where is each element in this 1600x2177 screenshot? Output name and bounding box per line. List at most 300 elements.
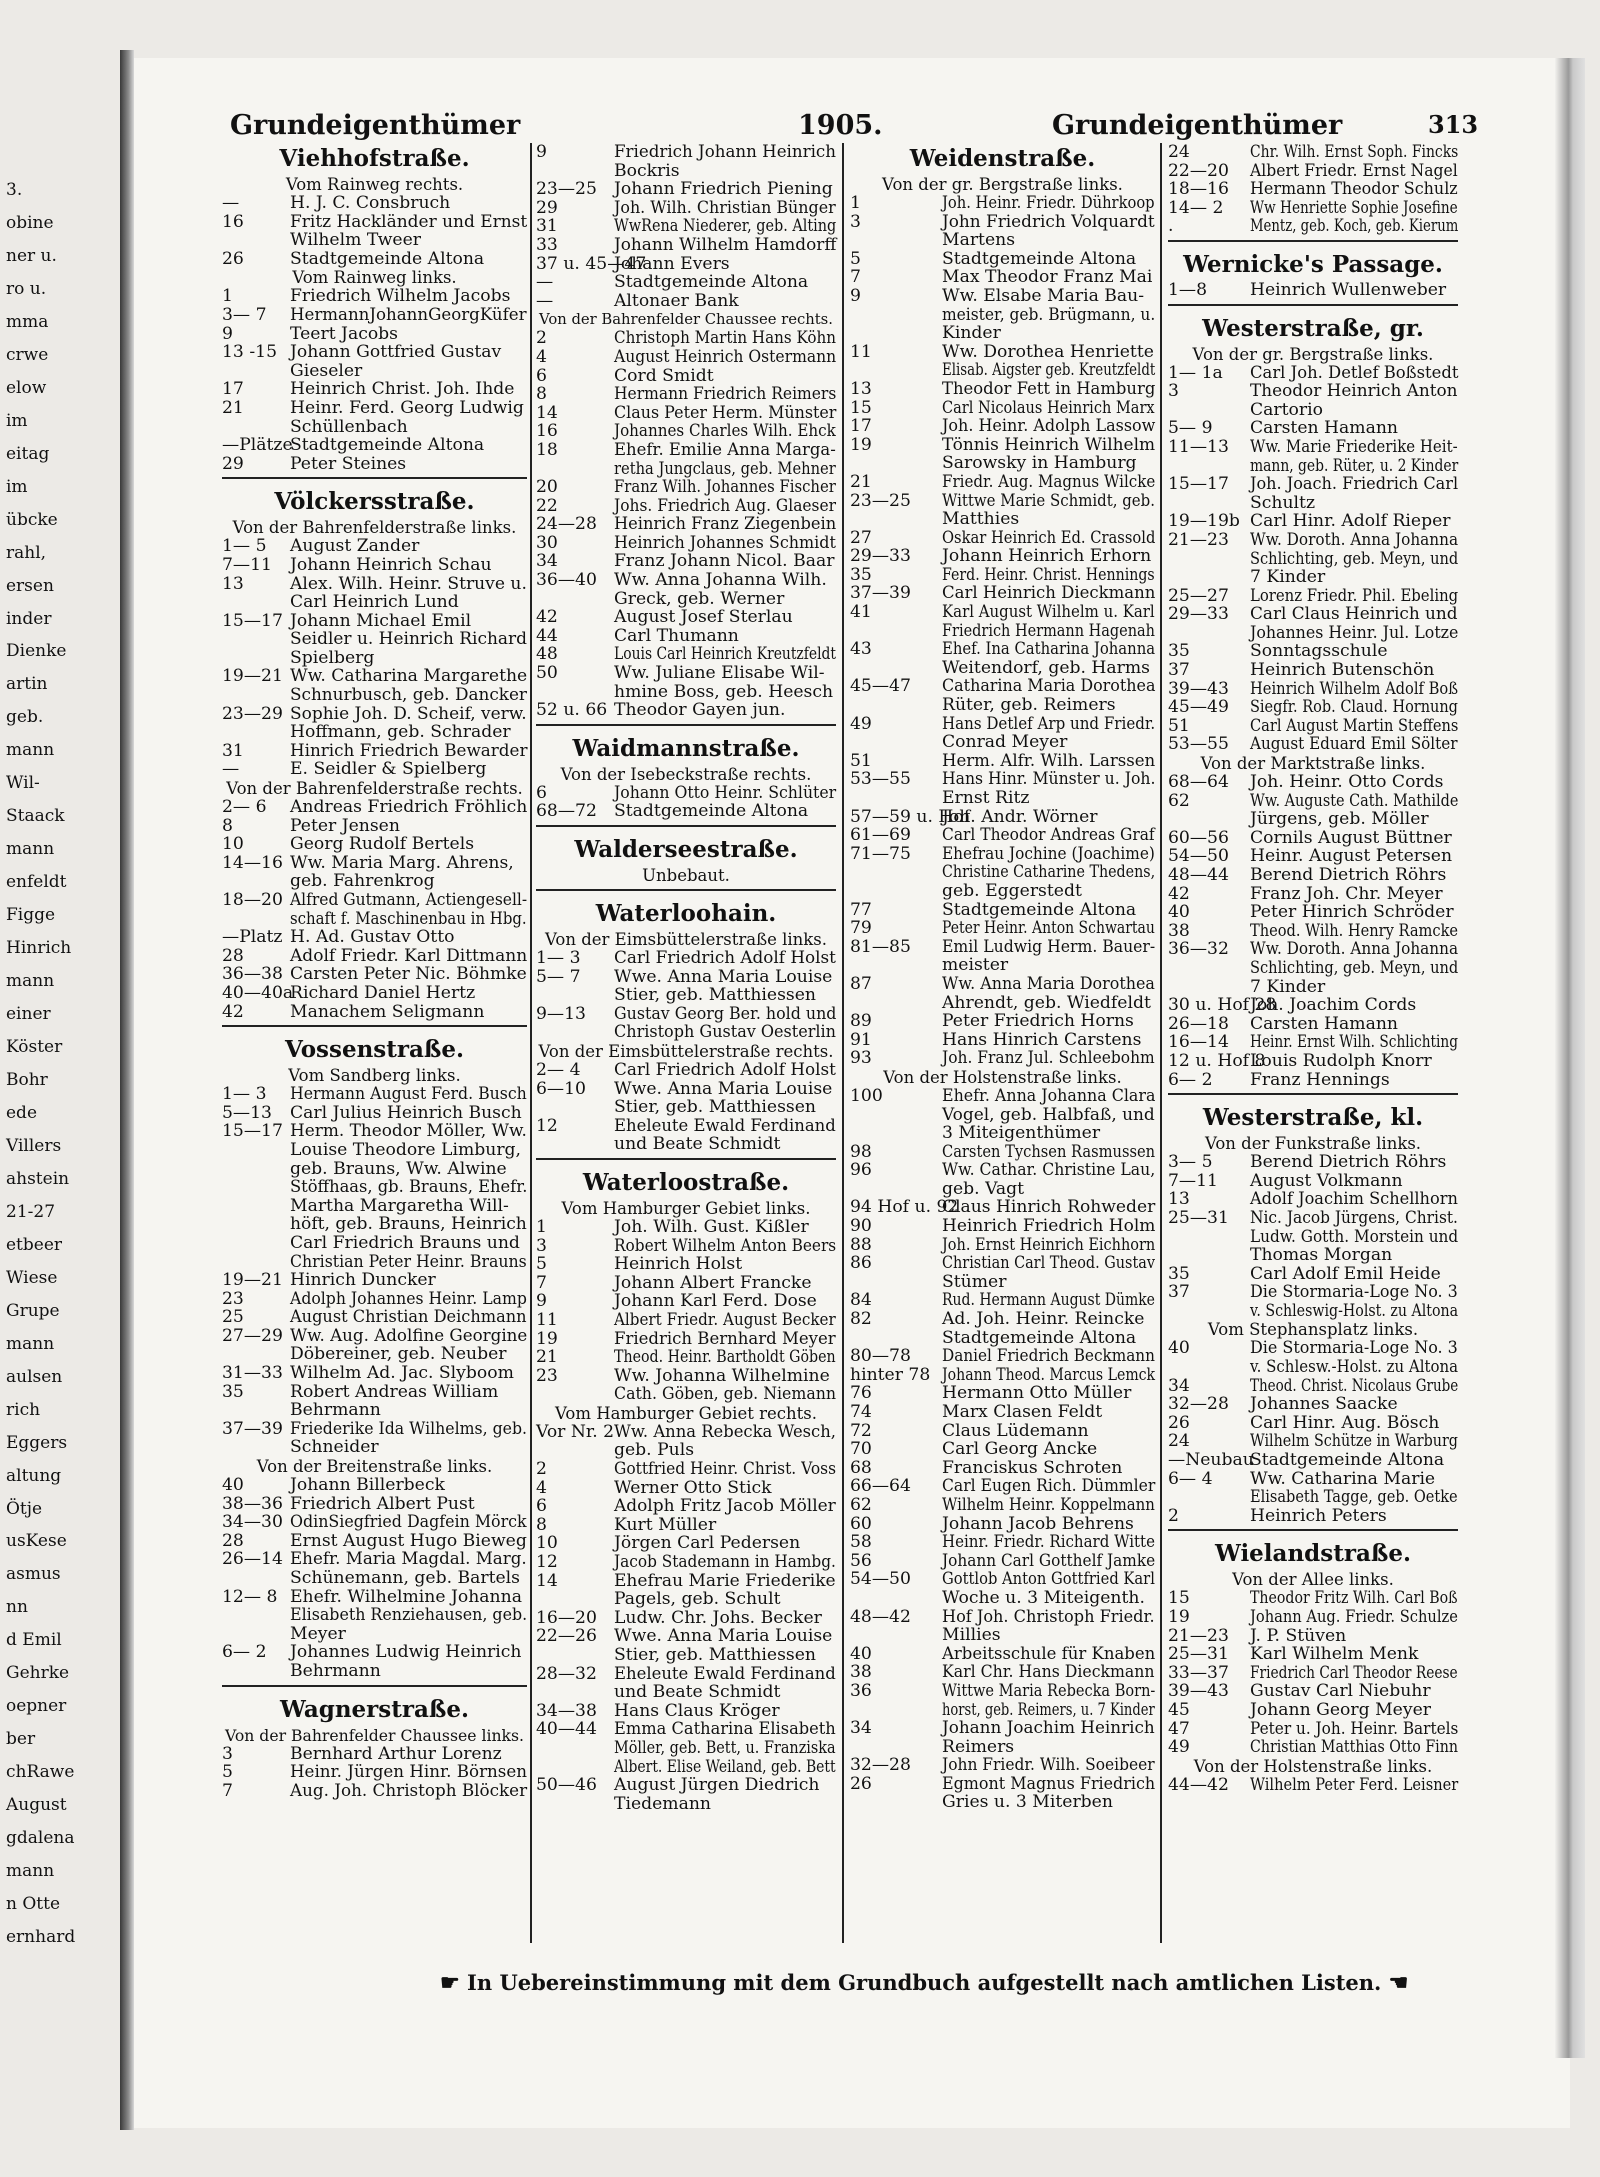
owner-entry	[850, 659, 1155, 678]
house-number: 3— 7	[222, 304, 267, 325]
owner-name: Stadtgemeinde Altona	[942, 1327, 1137, 1348]
owner-name: Ww. Aug. Adolfine Georgine	[290, 1325, 528, 1346]
owner-name: Stadtgemeinde Altona	[290, 248, 485, 269]
margin-fragment: Grupe	[6, 1300, 60, 1321]
owner-entry	[222, 649, 527, 668]
owner-entry	[850, 287, 1155, 306]
section-rule	[536, 889, 836, 898]
owner-name: Heinrich Holst	[614, 1254, 743, 1275]
house-number: 1	[850, 193, 861, 213]
header-year: 1905.	[798, 110, 883, 141]
direction-line: Vom Rainweg links.	[292, 268, 457, 288]
house-number: 84	[850, 1290, 872, 1311]
house-number: 62	[850, 1494, 872, 1515]
house-number: 7—11	[222, 554, 272, 575]
owner-name: Teert Jacobs	[290, 323, 398, 344]
owner-entry	[1168, 903, 1458, 922]
owner-name: Louis Carl Heinrich Kreutzfeldt	[614, 644, 836, 665]
owner-entry	[1168, 1682, 1458, 1701]
owner-name: Siegfr. Rob. Claud. Hornung	[1250, 697, 1458, 718]
direction-line: Von der Breitenstraße links.	[256, 1457, 493, 1477]
owner-entry	[850, 622, 1155, 641]
owner-name: H. Ad. Gustav Otto	[290, 927, 455, 948]
house-number: 19	[1168, 1607, 1190, 1627]
owner-entry	[1168, 1190, 1458, 1209]
house-number: 21—23	[1168, 529, 1229, 550]
house-number: 6	[536, 782, 547, 803]
owner-entry	[850, 584, 1155, 603]
house-number: 26—14	[222, 1549, 283, 1570]
owner-entry	[222, 287, 527, 306]
direction-line: Von der gr. Bergstraße links.	[1192, 344, 1434, 364]
owner-entry	[850, 1663, 1155, 1682]
house-number: 21	[222, 397, 244, 418]
owner-entry	[222, 612, 527, 631]
owner-name: Albert Friedr. August Becker	[614, 1309, 836, 1330]
owner-entry	[536, 497, 836, 516]
owner-entry	[850, 1012, 1155, 1031]
owner-name: Alfred Gutmann, Actiengesell-	[290, 890, 528, 910]
owner-entry	[222, 1513, 527, 1532]
owner-entry	[1168, 1627, 1458, 1646]
owner-name: Schlichting, geb. Meyn, und	[1250, 548, 1459, 569]
house-number: 2	[1168, 1505, 1179, 1526]
owner-entry	[1168, 1302, 1458, 1321]
section-rule	[1168, 1529, 1458, 1538]
owner-name: August Heinrich Ostermann	[614, 346, 837, 367]
owner-name: Johann Jacob Behrens	[942, 1513, 1134, 1534]
owner-name: Carl Georg Ancke	[942, 1439, 1098, 1460]
house-number: 98	[850, 1141, 872, 1162]
owner-entry	[222, 1438, 527, 1457]
owner-entry	[850, 1347, 1155, 1366]
owner-name: Johs. Friedrich Aug. Glaeser	[614, 495, 837, 516]
house-number: 37 u. 45—47	[536, 253, 647, 274]
house-number: 23—25	[536, 179, 597, 200]
owner-name: Friedrich Hermann Hagenah	[942, 620, 1156, 641]
owner-name: Louise Theodore Limburg,	[290, 1139, 521, 1160]
house-number: hinter 78	[850, 1364, 931, 1385]
owner-entry	[1168, 568, 1458, 587]
owner-name: Claus Hinrich Rohweder	[942, 1197, 1156, 1218]
owner-name: Ww. Johanna Wilhelmine	[614, 1365, 830, 1386]
owner-entry	[1168, 1228, 1458, 1247]
margin-fragment: mann	[6, 1333, 55, 1354]
house-number: .	[1168, 216, 1174, 237]
owner-entry	[850, 733, 1155, 752]
owner-name: Wilhelm Peter Ferd. Leisner	[1250, 1774, 1459, 1795]
owner-entry	[536, 1516, 836, 1535]
owner-entry	[222, 1104, 527, 1123]
house-number: 81—85	[850, 936, 911, 957]
house-number: 8	[536, 384, 547, 405]
owner-entry	[1168, 978, 1458, 997]
owner-entry	[536, 1739, 836, 1758]
owner-entry	[850, 1087, 1155, 1106]
owner-name: Heinrich Butenschön	[1250, 660, 1435, 681]
owner-entry	[536, 1292, 836, 1311]
house-number: 76	[850, 1383, 872, 1404]
owner-entry	[222, 1569, 527, 1588]
house-number: 3	[222, 1743, 233, 1764]
owner-entry	[1168, 401, 1458, 420]
owner-name: Manachem Seligmann	[290, 1001, 485, 1022]
owner-entry	[536, 367, 836, 386]
owner-name: Matthies	[942, 509, 1020, 530]
direction-line: Von der Eimsbüttelerstraße rechts.	[538, 1041, 834, 1061]
section-rule	[222, 477, 527, 486]
house-number: 54—50	[850, 1569, 911, 1590]
owner-name: Aug. Joh. Christoph Blöcker	[290, 1780, 528, 1801]
owner-entry	[1168, 281, 1458, 300]
house-number: 13	[222, 573, 244, 594]
owner-name: Hans Detlef Arp und Friedr.	[942, 713, 1156, 734]
street-heading: Westerstraße, kl.	[1202, 1104, 1424, 1132]
margin-fragment: 3.	[6, 180, 23, 200]
owner-name: August Christian Deichmann	[290, 1307, 527, 1328]
owner-name: Wittwe Maria Rebecka Born-	[942, 1680, 1156, 1701]
house-number: 38	[850, 1662, 872, 1683]
house-number: 3	[1168, 381, 1179, 402]
owner-name: Werner Otto Stick	[614, 1477, 772, 1498]
owner-name: Christoph Gustav Oesterlin	[614, 1022, 836, 1043]
owner-entry	[536, 255, 836, 274]
house-number: 29	[536, 197, 558, 218]
house-number: 1	[536, 1216, 547, 1237]
owner-name: Schultz	[1250, 492, 1315, 513]
house-number: 19—21	[222, 1270, 283, 1291]
owner-name: Elisabeth Renziehausen, geb.	[290, 1605, 528, 1626]
owner-name: Carsten Hamann	[1250, 1013, 1398, 1034]
margin-fragment: ersen	[6, 575, 54, 596]
house-number: —	[536, 290, 554, 311]
owner-entry	[536, 1497, 836, 1516]
direction-line: Von der Funkstraße links.	[1204, 1134, 1422, 1154]
book-gutter	[120, 50, 134, 2130]
owner-name: hmine Boss, geb. Heesch	[614, 681, 834, 702]
owner-entry	[850, 1552, 1155, 1571]
owner-entry	[850, 306, 1155, 325]
owner-entry	[536, 784, 836, 803]
margin-fragment: nn	[6, 1597, 28, 1618]
owner-name: John Friedrich Volquardt	[942, 211, 1155, 232]
house-number: 3	[536, 1235, 547, 1256]
owner-name: Heinrich Johannes Schmidt	[614, 532, 836, 553]
house-number: 37	[1168, 660, 1190, 681]
owner-name: Johann Billerbeck	[290, 1475, 445, 1496]
owner-entry	[1168, 829, 1458, 848]
owner-entry	[1168, 642, 1458, 661]
owner-name: Ehefr. Maria Magdal. Marg.	[290, 1549, 527, 1570]
house-number: 42	[536, 607, 558, 628]
house-number: 52 u. 66	[536, 700, 608, 721]
owner-entry	[536, 949, 836, 968]
house-number: 6	[536, 365, 547, 386]
owner-name: geb. Brauns, Ww. Alwine	[290, 1158, 507, 1179]
margin-fragment: chRawe	[6, 1762, 75, 1783]
owner-entry	[222, 1364, 527, 1383]
house-number: 15—17	[222, 1121, 283, 1142]
house-number: 35	[850, 564, 872, 585]
owner-name: Heinr. Friedr. Richard Witte	[942, 1532, 1155, 1553]
owner-entry	[222, 705, 527, 724]
house-number: 32—28	[1168, 1394, 1229, 1415]
house-number: 87	[850, 973, 872, 994]
owner-name: Woche u. 3 Miteigenth.	[942, 1587, 1145, 1608]
owner-entry	[850, 1477, 1155, 1496]
house-number: 37—39	[222, 1418, 283, 1439]
owner-entry	[1168, 1488, 1458, 1507]
owner-entry	[1168, 199, 1458, 218]
owner-name: Johann Heinrich Erhorn	[942, 546, 1152, 567]
owner-entry	[850, 529, 1155, 548]
owner-entry	[222, 1588, 527, 1607]
house-number: 79	[850, 918, 872, 939]
owner-name: 7 Kinder	[1250, 567, 1326, 588]
owner-entry	[222, 1495, 527, 1514]
house-number: 12 u. Hof 8	[1168, 1050, 1266, 1071]
owner-name: Behrmann	[290, 1400, 381, 1421]
owner-entry	[850, 1403, 1155, 1422]
house-number: 96	[850, 1160, 872, 1181]
owner-entry	[222, 1327, 527, 1346]
section-rule	[1168, 1093, 1458, 1102]
owner-name: Wilhelm Schütze in Warburg	[1250, 1431, 1458, 1452]
owner-entry	[536, 199, 836, 218]
owner-entry	[536, 1005, 836, 1024]
margin-fragment: mma	[6, 311, 49, 332]
owner-name: Adolf Friedr. Karl Dittmann	[290, 945, 528, 966]
owner-name: Conrad Meyer	[942, 732, 1068, 753]
owner-entry	[850, 473, 1155, 492]
house-number: 15—17	[1168, 474, 1229, 495]
margin-fragment: ro u.	[6, 278, 47, 299]
owner-name: Friedrich Carl Theodor Reese	[1250, 1662, 1458, 1683]
owner-entry	[850, 603, 1155, 622]
owner-name: Friedr. Aug. Magnus Wilcke	[942, 471, 1156, 492]
house-number: 45—49	[1168, 697, 1229, 718]
owner-name: Seidler u. Heinrich Richard	[290, 629, 527, 650]
owner-name: Meyer	[290, 1623, 346, 1644]
owner-entry	[1168, 162, 1458, 181]
owner-name: Heinrich Christ. Joh. Ihde	[290, 379, 515, 400]
owner-name: Theod. Heinr. Bartholdt Göben	[614, 1347, 836, 1368]
margin-fragment: enfeldt	[6, 872, 67, 893]
owner-name: Schneider	[290, 1437, 379, 1458]
owner-entry	[536, 1135, 836, 1154]
owner-entry	[222, 325, 527, 344]
owner-entry	[222, 742, 527, 761]
owner-name: Hans Claus Kröger	[614, 1700, 780, 1721]
footer-text: In Uebereinstimmung mit dem Grundbuch aufgestellt nach amtlichen Listen.	[467, 1970, 1382, 1995]
margin-fragment: Staack	[6, 806, 65, 827]
owner-name: geb. Vagt	[942, 1178, 1025, 1199]
owner-name: Carl Claus Heinrich und	[1250, 604, 1458, 625]
owner-entry	[1168, 531, 1458, 550]
owner-name: Schüllenbach	[290, 416, 408, 437]
house-number: 33	[536, 234, 558, 255]
owner-name: Nic. Jacob Jürgens, Christ.	[1250, 1207, 1458, 1228]
house-number: 7	[222, 1780, 233, 1801]
owner-name: Millies	[942, 1625, 1001, 1646]
owner-name: Ehefr. Anna Johanna Clara	[942, 1085, 1156, 1106]
owner-name: Peter Friedrich Horns	[942, 1011, 1134, 1032]
house-number: 6—10	[536, 1078, 586, 1099]
owner-entry	[1168, 550, 1458, 569]
owner-name: Cartorio	[1250, 399, 1323, 420]
owner-entry	[222, 455, 527, 474]
street-heading: Walderseestraße.	[574, 836, 798, 863]
owner-name: Ww. Doroth. Anna Johanna	[1250, 529, 1459, 550]
house-number: 35	[222, 1381, 244, 1402]
owner-name: geb. Eggerstedt	[942, 880, 1082, 901]
house-number: 15	[1168, 1588, 1190, 1609]
owner-entry	[850, 1775, 1155, 1794]
house-number: 9	[222, 323, 233, 344]
margin-fragment: Wiese	[6, 1267, 58, 1288]
owner-entry	[1168, 587, 1458, 606]
owner-name: Heinr. Jürgen Hinr. Börnsen	[290, 1762, 527, 1783]
owner-entry	[536, 1367, 836, 1386]
house-number: 3	[850, 211, 861, 232]
house-number: 82	[850, 1309, 872, 1330]
owner-entry	[222, 436, 527, 455]
house-number: 7	[536, 1272, 547, 1293]
owner-name: Carl Friedrich Brauns und	[290, 1232, 520, 1253]
left-page-margin-fragments	[0, 180, 120, 1980]
house-number: 53—55	[850, 769, 911, 790]
owner-name: Peter Hinrich Schröder	[1250, 902, 1454, 923]
house-number: 16	[536, 421, 558, 442]
owner-entry	[1168, 1015, 1458, 1034]
owner-name: Ww. Doroth. Anna Johanna	[1250, 939, 1459, 960]
owner-name: Sarowsky in Hamburg	[942, 453, 1137, 474]
owner-name: Peter Steines	[290, 453, 407, 474]
margin-fragment: einer	[6, 1004, 51, 1025]
section-rule	[536, 724, 836, 733]
owner-name: Ww. Anna Maria Dorothea	[942, 973, 1155, 994]
owner-entry	[850, 640, 1155, 659]
street-heading: Vossenstraße.	[284, 1036, 465, 1064]
owner-name: Emil Ludwig Herm. Bauer-	[942, 936, 1156, 957]
house-number: 5	[850, 248, 861, 269]
owner-name: Johannes Heinr. Jul. Lotze	[1250, 622, 1459, 643]
house-number: 12— 8	[222, 1586, 278, 1607]
owner-entry	[222, 1003, 527, 1022]
owner-name: Ww. Juliane Elisabe Wil-	[614, 663, 825, 684]
house-number: 27	[850, 527, 872, 548]
owner-name: Ehef. Ina Catharina Johanna	[942, 639, 1156, 660]
owner-name: Gustav Georg Ber. hold und	[614, 1003, 837, 1024]
owner-entry	[222, 1662, 527, 1681]
owner-name: geb. Fahrenkrog	[290, 871, 435, 892]
house-number: 31	[536, 216, 558, 237]
house-number: 25	[222, 1307, 244, 1328]
owner-name: v. Schleswig-Holst. zu Altona	[1250, 1300, 1459, 1321]
owner-entry	[536, 441, 836, 460]
house-number: 50—46	[536, 1775, 597, 1796]
owner-name: Carl Joh. Detlef Boßstedt	[1250, 362, 1459, 383]
owner-name: Johann Friedrich Piening	[614, 179, 833, 200]
owner-entry	[850, 1701, 1155, 1720]
owner-entry	[850, 1756, 1155, 1775]
owner-name: Friedrich Bernhard Meyer	[614, 1328, 836, 1349]
owner-name: Schlichting, geb. Meyn, und	[1250, 957, 1459, 978]
owner-name: Gustav Carl Niebuhr	[1250, 1681, 1431, 1702]
owner-entry	[536, 986, 836, 1005]
owner-entry	[1168, 475, 1458, 494]
house-number: —Plätze	[222, 435, 293, 456]
street-heading: Waidmannstraße.	[572, 734, 800, 762]
owner-name: Franz Wilh. Johannes Fischer	[614, 477, 836, 498]
owner-name: Hermann Theodor Schulz	[1250, 179, 1458, 200]
owner-entry	[1168, 1377, 1458, 1396]
owner-name: Stier, geb. Matthiessen	[614, 1097, 816, 1118]
margin-fragment: altung	[6, 1465, 62, 1486]
owner-name: Ww. Cathar. Christine Lau,	[942, 1160, 1156, 1181]
owner-name: Theodor Gayen jun.	[614, 700, 786, 721]
owner-entry	[222, 1420, 527, 1439]
owner-name: E. Seidler & Spielberg	[290, 759, 487, 780]
owner-name: Johannes Saacke	[1250, 1394, 1398, 1415]
owner-entry	[536, 460, 836, 479]
margin-fragment: ber	[6, 1729, 36, 1750]
owner-name: Lorenz Friedr. Phil. Ebeling	[1250, 585, 1459, 606]
owner-name: Johann Albert Francke	[614, 1272, 812, 1293]
owner-name: Ww. Marie Friederike Heit-	[1250, 436, 1458, 457]
house-number: 74	[850, 1402, 872, 1422]
margin-fragment: Bohr	[6, 1070, 48, 1090]
house-number: 1—8	[1168, 279, 1208, 300]
owner-entry	[850, 919, 1155, 938]
house-number: 34—30	[222, 1512, 283, 1533]
house-number: 16—20	[536, 1607, 597, 1628]
direction-line: Vom Hamburger Gebiet links.	[561, 1198, 811, 1218]
owner-entry	[1168, 773, 1458, 792]
owner-name: Oskar Heinrich Ed. Crassold	[942, 527, 1156, 548]
house-number: 26—18	[1168, 1013, 1229, 1034]
house-number: 24—28	[536, 514, 597, 535]
owner-entry	[1168, 1071, 1458, 1090]
owner-name: Ww. Auguste Cath. Mathilde	[1250, 790, 1459, 811]
house-number: 9	[850, 285, 861, 306]
owner-entry	[1168, 661, 1458, 680]
house-number: 36	[850, 1680, 872, 1701]
owner-entry	[536, 1479, 836, 1498]
owner-name: Johann Gottfried Gustav	[290, 342, 502, 363]
street-heading: Völckersstraße.	[274, 488, 475, 516]
house-number: 8	[536, 1514, 547, 1535]
house-number: 28	[222, 945, 244, 966]
owner-name: Peter Heinr. Anton Schwartau	[942, 918, 1155, 939]
owner-name: v. Schlesw.-Holst. zu Altona	[1250, 1357, 1459, 1378]
house-number: 25—27	[1168, 585, 1229, 606]
margin-fragment: Ötje	[6, 1498, 43, 1519]
owner-entry	[850, 380, 1155, 399]
owner-entry	[222, 1215, 527, 1234]
margin-fragment: rich	[6, 1399, 41, 1420]
owner-name: Ehefr. Wilhelmine Johanna	[290, 1586, 522, 1607]
owner-entry	[1168, 1664, 1458, 1683]
house-number: 4	[536, 1477, 547, 1498]
house-number: 25—31	[1168, 1207, 1229, 1228]
direction-line: Von der gr. Bergstraße links.	[882, 175, 1123, 194]
house-number: 49	[850, 713, 872, 734]
owner-entry	[1168, 180, 1458, 199]
owner-name: H. J. C. Consbruch	[290, 193, 451, 213]
street-heading: Wielandstraße.	[1215, 1540, 1411, 1568]
owner-entry	[1168, 698, 1458, 717]
